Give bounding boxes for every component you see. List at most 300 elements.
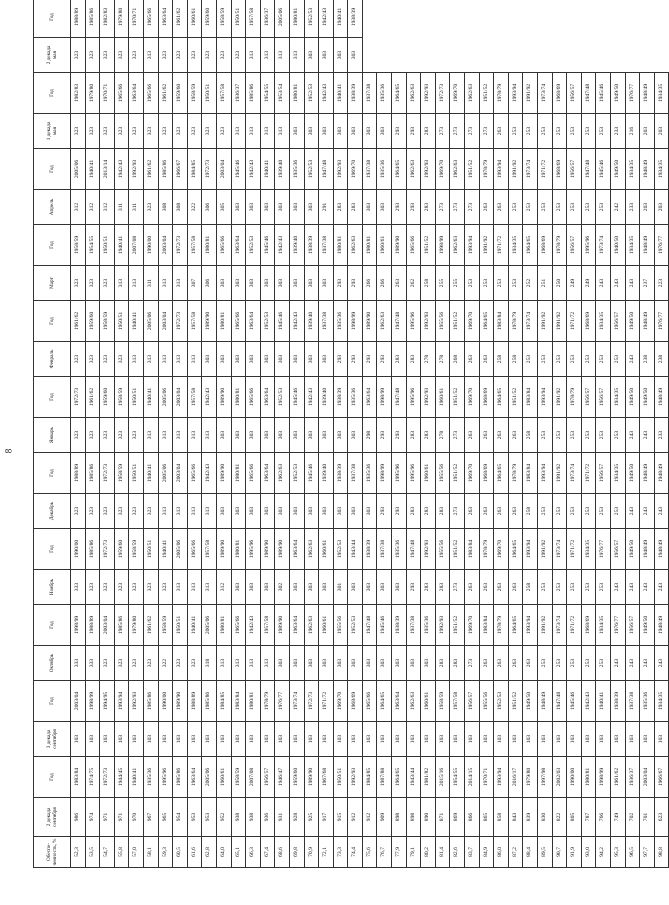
table-cell: 1960/61 <box>319 529 334 570</box>
table-cell: 787 <box>581 798 596 837</box>
table-cell: 303 <box>304 38 319 73</box>
table-cell: 1956/57 <box>596 453 611 494</box>
table-cell: 1947/48 <box>362 605 377 646</box>
table-row <box>319 0 334 868</box>
table-cell: 952 <box>216 798 231 837</box>
table-cell: 1940/41 <box>596 681 611 722</box>
table-cell: 333 <box>85 646 100 681</box>
table-cell: 1988/89 <box>85 605 100 646</box>
table-cell: 253 <box>567 570 582 605</box>
table-cell: 283 <box>421 418 436 453</box>
table-cell: 303 <box>377 646 392 681</box>
table-cell: 313 <box>187 342 202 377</box>
table-cell: 1985/86 <box>143 681 158 722</box>
table-cell: 865 <box>479 798 494 837</box>
table-cell: 1965/66 <box>187 529 202 570</box>
table-cell: 312 <box>100 190 115 225</box>
table-cell: 2005/06 <box>173 529 188 570</box>
table-cell: 303 <box>289 494 304 529</box>
table-cell: 323 <box>85 494 100 529</box>
table-cell: 83,7 <box>465 837 480 868</box>
table-cell: 1945/46 <box>260 225 275 266</box>
table-cell: 323 <box>100 342 115 377</box>
table-cell: 258 <box>523 570 538 605</box>
table-cell: 263 <box>479 418 494 453</box>
table-cell: 75,6 <box>362 837 377 868</box>
table-cell: 103 <box>158 722 173 757</box>
table-cell: 1998/99 <box>596 757 611 798</box>
table-cell: 253 <box>538 646 553 681</box>
table-cell: 1978/79 <box>494 73 509 114</box>
table-cell: 54,7 <box>100 837 115 868</box>
table-cell: 303 <box>304 418 319 453</box>
table-cell: 1962/63 <box>275 453 290 494</box>
table-cell: 243 <box>625 494 640 529</box>
table-cell: 1976/77 <box>654 225 669 266</box>
table-cell: 312 <box>85 190 100 225</box>
table-cell: 303 <box>246 266 261 301</box>
table-cell: 273 <box>450 570 465 605</box>
table-cell: 323 <box>173 38 188 73</box>
table-cell: 303 <box>362 494 377 529</box>
table-cell: 1965/66 <box>231 301 246 342</box>
table-cell: 103 <box>465 722 480 757</box>
table-cell: 1991/92 <box>552 301 567 342</box>
table-cell: 1954/55 <box>450 757 465 798</box>
table-cell: 303 <box>348 114 363 149</box>
table-cell: 303 <box>216 266 231 301</box>
table-cell: 1985/86 <box>202 681 217 722</box>
table-cell: 1985/86 <box>85 529 100 570</box>
table-cell: 1943/44 <box>348 529 363 570</box>
table-cell: 303 <box>216 418 231 453</box>
table-cell: 1945/46 <box>289 377 304 418</box>
table-cell: 1968/69 <box>552 73 567 114</box>
table-cell: 1947/48 <box>581 149 596 190</box>
table-cell: 1973/74 <box>523 149 538 190</box>
table-cell: 1970/71 <box>129 0 144 38</box>
table-cell: 1940/50 <box>610 225 625 266</box>
table-cell: 1969/70 <box>450 73 465 114</box>
table-cell: 1989/90 <box>260 529 275 570</box>
table-cell: 255 <box>450 266 465 301</box>
table-row <box>435 0 450 868</box>
table-cell: 623 <box>654 798 669 837</box>
table-cell: 301 <box>333 570 348 605</box>
table-cell: 2003/04 <box>173 453 188 494</box>
table-cell: 1948/49 <box>640 73 655 114</box>
table-cell: 103 <box>610 722 625 757</box>
table-row <box>552 0 567 868</box>
table-cell: 313 <box>202 570 217 605</box>
table-cell: 323 <box>173 114 188 149</box>
table-cell: 2005/06 <box>202 605 217 646</box>
table-cell: 1993/94 <box>538 377 553 418</box>
table-cell: 2003/04 <box>100 605 115 646</box>
table-cell: 323 <box>129 570 144 605</box>
table-cell: 303 <box>260 190 275 225</box>
table-cell: 237 <box>640 266 655 301</box>
table-cell: 1962/63 <box>348 225 363 266</box>
table-cell: 1940/41 <box>158 529 173 570</box>
table-cell: 253 <box>494 266 509 301</box>
table-cell: 890 <box>421 798 436 837</box>
table-cell: 253 <box>538 114 553 149</box>
table-cell: 1978/79 <box>508 453 523 494</box>
table-cell: 1978/79 <box>479 149 494 190</box>
table-cell: 915 <box>333 798 348 837</box>
table-cell: 253 <box>581 114 596 149</box>
table-cell: 1957/58 <box>187 377 202 418</box>
table-cell: 303 <box>319 646 334 681</box>
table-cell: 303 <box>333 646 348 681</box>
table-cell: 313 <box>260 646 275 681</box>
column-header: Март <box>34 266 71 301</box>
table-cell: 323 <box>85 38 100 73</box>
table-cell: 1960/61 <box>187 0 202 38</box>
table-cell: 303 <box>319 38 334 73</box>
table-cell: 293 <box>362 342 377 377</box>
column-header: Год <box>34 681 71 722</box>
table-cell: 253 <box>538 570 553 605</box>
table-cell: 61,6 <box>187 837 202 868</box>
table-cell: 323 <box>114 114 129 149</box>
table-cell: 1951/52 <box>450 377 465 418</box>
table-cell: 953 <box>187 798 202 837</box>
column-header: Ноябрь <box>34 570 71 605</box>
table-cell: 303 <box>216 342 231 377</box>
table-cell: 1940/41 <box>114 225 129 266</box>
table-cell: 293 <box>392 190 407 225</box>
table-cell: 1956/57 <box>625 605 640 646</box>
table-cell: 313 <box>173 266 188 301</box>
table-cell: 253 <box>465 266 480 301</box>
table-cell: 323 <box>129 418 144 453</box>
table-cell: 80,2 <box>421 837 436 868</box>
table-cell: 303 <box>289 570 304 605</box>
table-cell: 238 <box>654 342 669 377</box>
column-header: Год <box>34 0 71 38</box>
table-cell: 60,5 <box>173 837 188 868</box>
table-cell: 97,7 <box>640 837 655 868</box>
table-row <box>392 0 407 868</box>
table-cell: 263 <box>508 646 523 681</box>
table-cell: 1939/40 <box>275 149 290 190</box>
table-cell: 313 <box>246 646 261 681</box>
table-row <box>143 0 158 868</box>
table-cell: 1993/94 <box>465 225 480 266</box>
table-cell: 1965/66 <box>216 225 231 266</box>
table-cell: 253 <box>581 494 596 529</box>
table-cell: 303 <box>333 38 348 73</box>
table-cell: 1959/60 <box>85 301 100 342</box>
table-cell: 1947/48 <box>552 681 567 722</box>
table-cell: 1938/39 <box>333 453 348 494</box>
table-cell: 2005/06 <box>158 377 173 418</box>
table-cell: 1958/59 <box>100 301 115 342</box>
table-cell: 243 <box>640 570 655 605</box>
table-row <box>450 0 465 868</box>
table-cell: 931 <box>275 798 290 837</box>
table-cell: 313 <box>143 38 158 73</box>
table-cell: 1956/57 <box>610 529 625 570</box>
table-cell: 103 <box>319 722 334 757</box>
table-row <box>246 0 261 868</box>
table-cell: 311 <box>114 190 129 225</box>
table-cell: 253 <box>596 646 611 681</box>
table-cell: 103 <box>523 722 538 757</box>
table-cell: 253 <box>581 342 596 377</box>
table-cell: 278 <box>421 342 436 377</box>
table-cell: 263 <box>392 266 407 301</box>
table-cell: 253 <box>596 494 611 529</box>
table-cell: 303 <box>304 266 319 301</box>
table-cell: 1980/81 <box>333 225 348 266</box>
table-cell: 1993/94 <box>494 757 509 798</box>
table-cell: 1966/67 <box>654 757 669 798</box>
table-cell: 1989/90 <box>202 301 217 342</box>
table-cell: 103 <box>143 722 158 757</box>
table-cell: 2014/15 <box>465 757 480 798</box>
table-cell: 103 <box>187 722 202 757</box>
table-cell: 258 <box>508 342 523 377</box>
table-cell: 1993/94 <box>538 453 553 494</box>
table-cell: 66,3 <box>246 837 261 868</box>
table-cell: 103 <box>246 722 261 757</box>
table-cell: 1949/50 <box>625 301 640 342</box>
table-cell: 1968/69 <box>348 681 363 722</box>
table-cell: 293 <box>406 190 421 225</box>
table-cell: 242 <box>610 190 625 225</box>
table-cell: 223 <box>654 266 669 301</box>
table-cell: 103 <box>538 722 553 757</box>
table-row <box>158 0 173 868</box>
table-cell: 263 <box>494 418 509 453</box>
table-cell: 1976/77 <box>610 605 625 646</box>
table-cell: 1964/65 <box>508 529 523 570</box>
table-cell: 2005/06 <box>71 149 86 190</box>
table-cell: 1993/94 <box>523 605 538 646</box>
table-cell: 2003/04 <box>173 377 188 418</box>
table-cell: 986 <box>71 798 86 837</box>
table-cell: 1948/49 <box>538 681 553 722</box>
table-cell: 323 <box>71 418 86 453</box>
table-cell: 1952/53 <box>304 149 319 190</box>
table-cell: 323 <box>71 38 86 73</box>
table-cell: 965 <box>158 798 173 837</box>
table-row <box>377 0 392 868</box>
table-cell: 1990/00 <box>143 225 158 266</box>
table-cell: 250 <box>552 266 567 301</box>
table-cell: 1998/99 <box>377 377 392 418</box>
table-cell: 249 <box>581 266 596 301</box>
table-cell: 1959/60 <box>202 0 217 38</box>
table-cell: 103 <box>479 722 494 757</box>
table-cell: 1942/43 <box>319 73 334 114</box>
table-cell: 1934/35 <box>654 149 669 190</box>
table-cell: 323 <box>71 342 86 377</box>
table-cell: 243 <box>640 418 655 453</box>
table-cell: 1952/53 <box>246 225 261 266</box>
table-cell: 103 <box>260 722 275 757</box>
table-cell: 283 <box>435 570 450 605</box>
table-cell: 313 <box>173 342 188 377</box>
table-cell: 1939/40 <box>319 453 334 494</box>
table-cell: 1961/62 <box>610 757 625 798</box>
table-cell: 255 <box>435 266 450 301</box>
table-cell: 1939/40 <box>319 377 334 418</box>
column-header: Февраль <box>34 342 71 377</box>
table-cell: 1985/86 <box>173 757 188 798</box>
table-cell: 62,8 <box>202 837 217 868</box>
table-cell: 1970/71 <box>479 757 494 798</box>
table-cell: 1934/35 <box>625 149 640 190</box>
table-cell: 303 <box>348 494 363 529</box>
table-cell: 1957/58 <box>187 301 202 342</box>
table-cell: 953 <box>202 798 217 837</box>
table-cell: 1950/51 <box>231 0 246 38</box>
table-cell: 1958/59 <box>158 605 173 646</box>
table-cell: 1952/53 <box>304 0 319 38</box>
table-cell: 1985/86 <box>85 453 100 494</box>
table-cell: 303 <box>231 494 246 529</box>
table-cell: 303 <box>246 190 261 225</box>
column-header: Год <box>34 605 71 646</box>
table-cell: 1978/79 <box>494 605 509 646</box>
table-cell: 1948/49 <box>640 453 655 494</box>
table-cell: 2003/04 <box>216 149 231 190</box>
table-cell: 323 <box>216 114 231 149</box>
table-cell: 323 <box>129 114 144 149</box>
table-cell: 2005/06 <box>275 0 290 38</box>
table-cell: 303 <box>275 494 290 529</box>
table-cell: 333 <box>71 570 86 605</box>
table-cell: 303 <box>304 114 319 149</box>
table-cell: 1972/73 <box>100 529 115 570</box>
table-cell: 1945/46 <box>377 605 392 646</box>
column-header: 2 декада мая <box>34 38 71 73</box>
table-cell: 1944/45 <box>114 757 129 798</box>
table-cell: 925 <box>304 798 319 837</box>
table-cell: 253 <box>596 190 611 225</box>
table-cell: 77,9 <box>392 837 407 868</box>
table-cell: 2003/04 <box>158 225 173 266</box>
table-cell: 954 <box>173 798 188 837</box>
column-header: 1 декада мая <box>34 114 71 149</box>
table-cell: 1935/36 <box>377 149 392 190</box>
table-cell: 323 <box>143 570 158 605</box>
table-cell: 1990/00 <box>158 681 173 722</box>
table-cell: 1948/49 <box>654 377 669 418</box>
table-cell: 1940/41 <box>260 149 275 190</box>
table-cell: 323 <box>158 38 173 73</box>
table-cell: 1935/36 <box>348 377 363 418</box>
table-cell: 303 <box>304 494 319 529</box>
rotated-table-wrapper <box>33 7 664 868</box>
table-cell: 1963/64 <box>289 605 304 646</box>
table-cell: 278 <box>435 342 450 377</box>
table-cell: 283 <box>421 114 436 149</box>
table-cell: 283 <box>406 494 421 529</box>
table-cell: 103 <box>275 722 290 757</box>
table-cell: 303 <box>231 342 246 377</box>
table-cell: 263 <box>508 494 523 529</box>
table-row <box>421 0 436 868</box>
table-cell: 1963/64 <box>246 301 261 342</box>
table-cell: 1935/36 <box>640 681 655 722</box>
table-cell: 323 <box>114 38 129 73</box>
table-cell: 303 <box>319 342 334 377</box>
table-cell: 103 <box>304 722 319 757</box>
table-cell: 313 <box>158 266 173 301</box>
table-cell: 1992/93 <box>435 605 450 646</box>
table-row <box>333 0 348 868</box>
column-header: Год <box>34 301 71 342</box>
table-cell: 323 <box>71 266 86 301</box>
table-cell: 1971/72 <box>494 225 509 266</box>
table-cell: 1937/38 <box>319 301 334 342</box>
table-cell: 1955/56 <box>435 529 450 570</box>
table-cell: 103 <box>435 722 450 757</box>
table-cell: 333 <box>71 646 86 681</box>
table-cell: 1948/49 <box>640 529 655 570</box>
table-cell: 843 <box>508 798 523 837</box>
table-cell: 2002/03 <box>552 757 567 798</box>
table-cell: 263 <box>494 570 509 605</box>
table-cell: 1951/52 <box>450 605 465 646</box>
table-cell: 308 <box>173 190 188 225</box>
table-cell: 253 <box>567 114 582 149</box>
table-cell: 1956/57 <box>260 757 275 798</box>
table-cell: 1942/43 <box>246 605 261 646</box>
table-cell: 1935/36 <box>392 529 407 570</box>
table-cell: 283 <box>421 570 436 605</box>
table-cell: 1973/74 <box>523 301 538 342</box>
table-cell: 258 <box>494 342 509 377</box>
table-cell: 1971/72 <box>538 149 553 190</box>
table-body <box>71 0 669 868</box>
table-cell: 313 <box>143 418 158 453</box>
table-cell: 293 <box>392 494 407 529</box>
table-cell: 1965/66 <box>187 453 202 494</box>
table-cell: 1962/63 <box>304 529 319 570</box>
table-cell: 1991/92 <box>538 529 553 570</box>
table-cell: 1983/84 <box>231 681 246 722</box>
table-cell: 1994/95 <box>100 681 115 722</box>
table-cell: 971 <box>100 798 115 837</box>
table-cell: 203 <box>640 114 655 149</box>
table-cell: 53,5 <box>85 837 100 868</box>
table-cell: 303 <box>362 570 377 605</box>
table-cell: 1985/86 <box>158 149 173 190</box>
table-cell: 273 <box>450 418 465 453</box>
table-cell: 293 <box>348 342 363 377</box>
table-cell: 1991/92 <box>523 73 538 114</box>
table-cell: 103 <box>129 722 144 757</box>
table-cell: 1969/70 <box>435 149 450 190</box>
table-cell: 1948/49 <box>654 605 669 646</box>
table-cell: 273 <box>450 114 465 149</box>
table-cell: 1947/48 <box>392 377 407 418</box>
table-cell: 103 <box>85 722 100 757</box>
table-row <box>187 0 202 868</box>
table-cell: 1988/89 <box>71 453 86 494</box>
table-cell: 1936/37 <box>260 0 275 38</box>
table-cell: 1983/84 <box>479 605 494 646</box>
table-cell: 243 <box>640 646 655 681</box>
table-cell: 303 <box>377 190 392 225</box>
table-cell: 1960/61 <box>377 225 392 266</box>
